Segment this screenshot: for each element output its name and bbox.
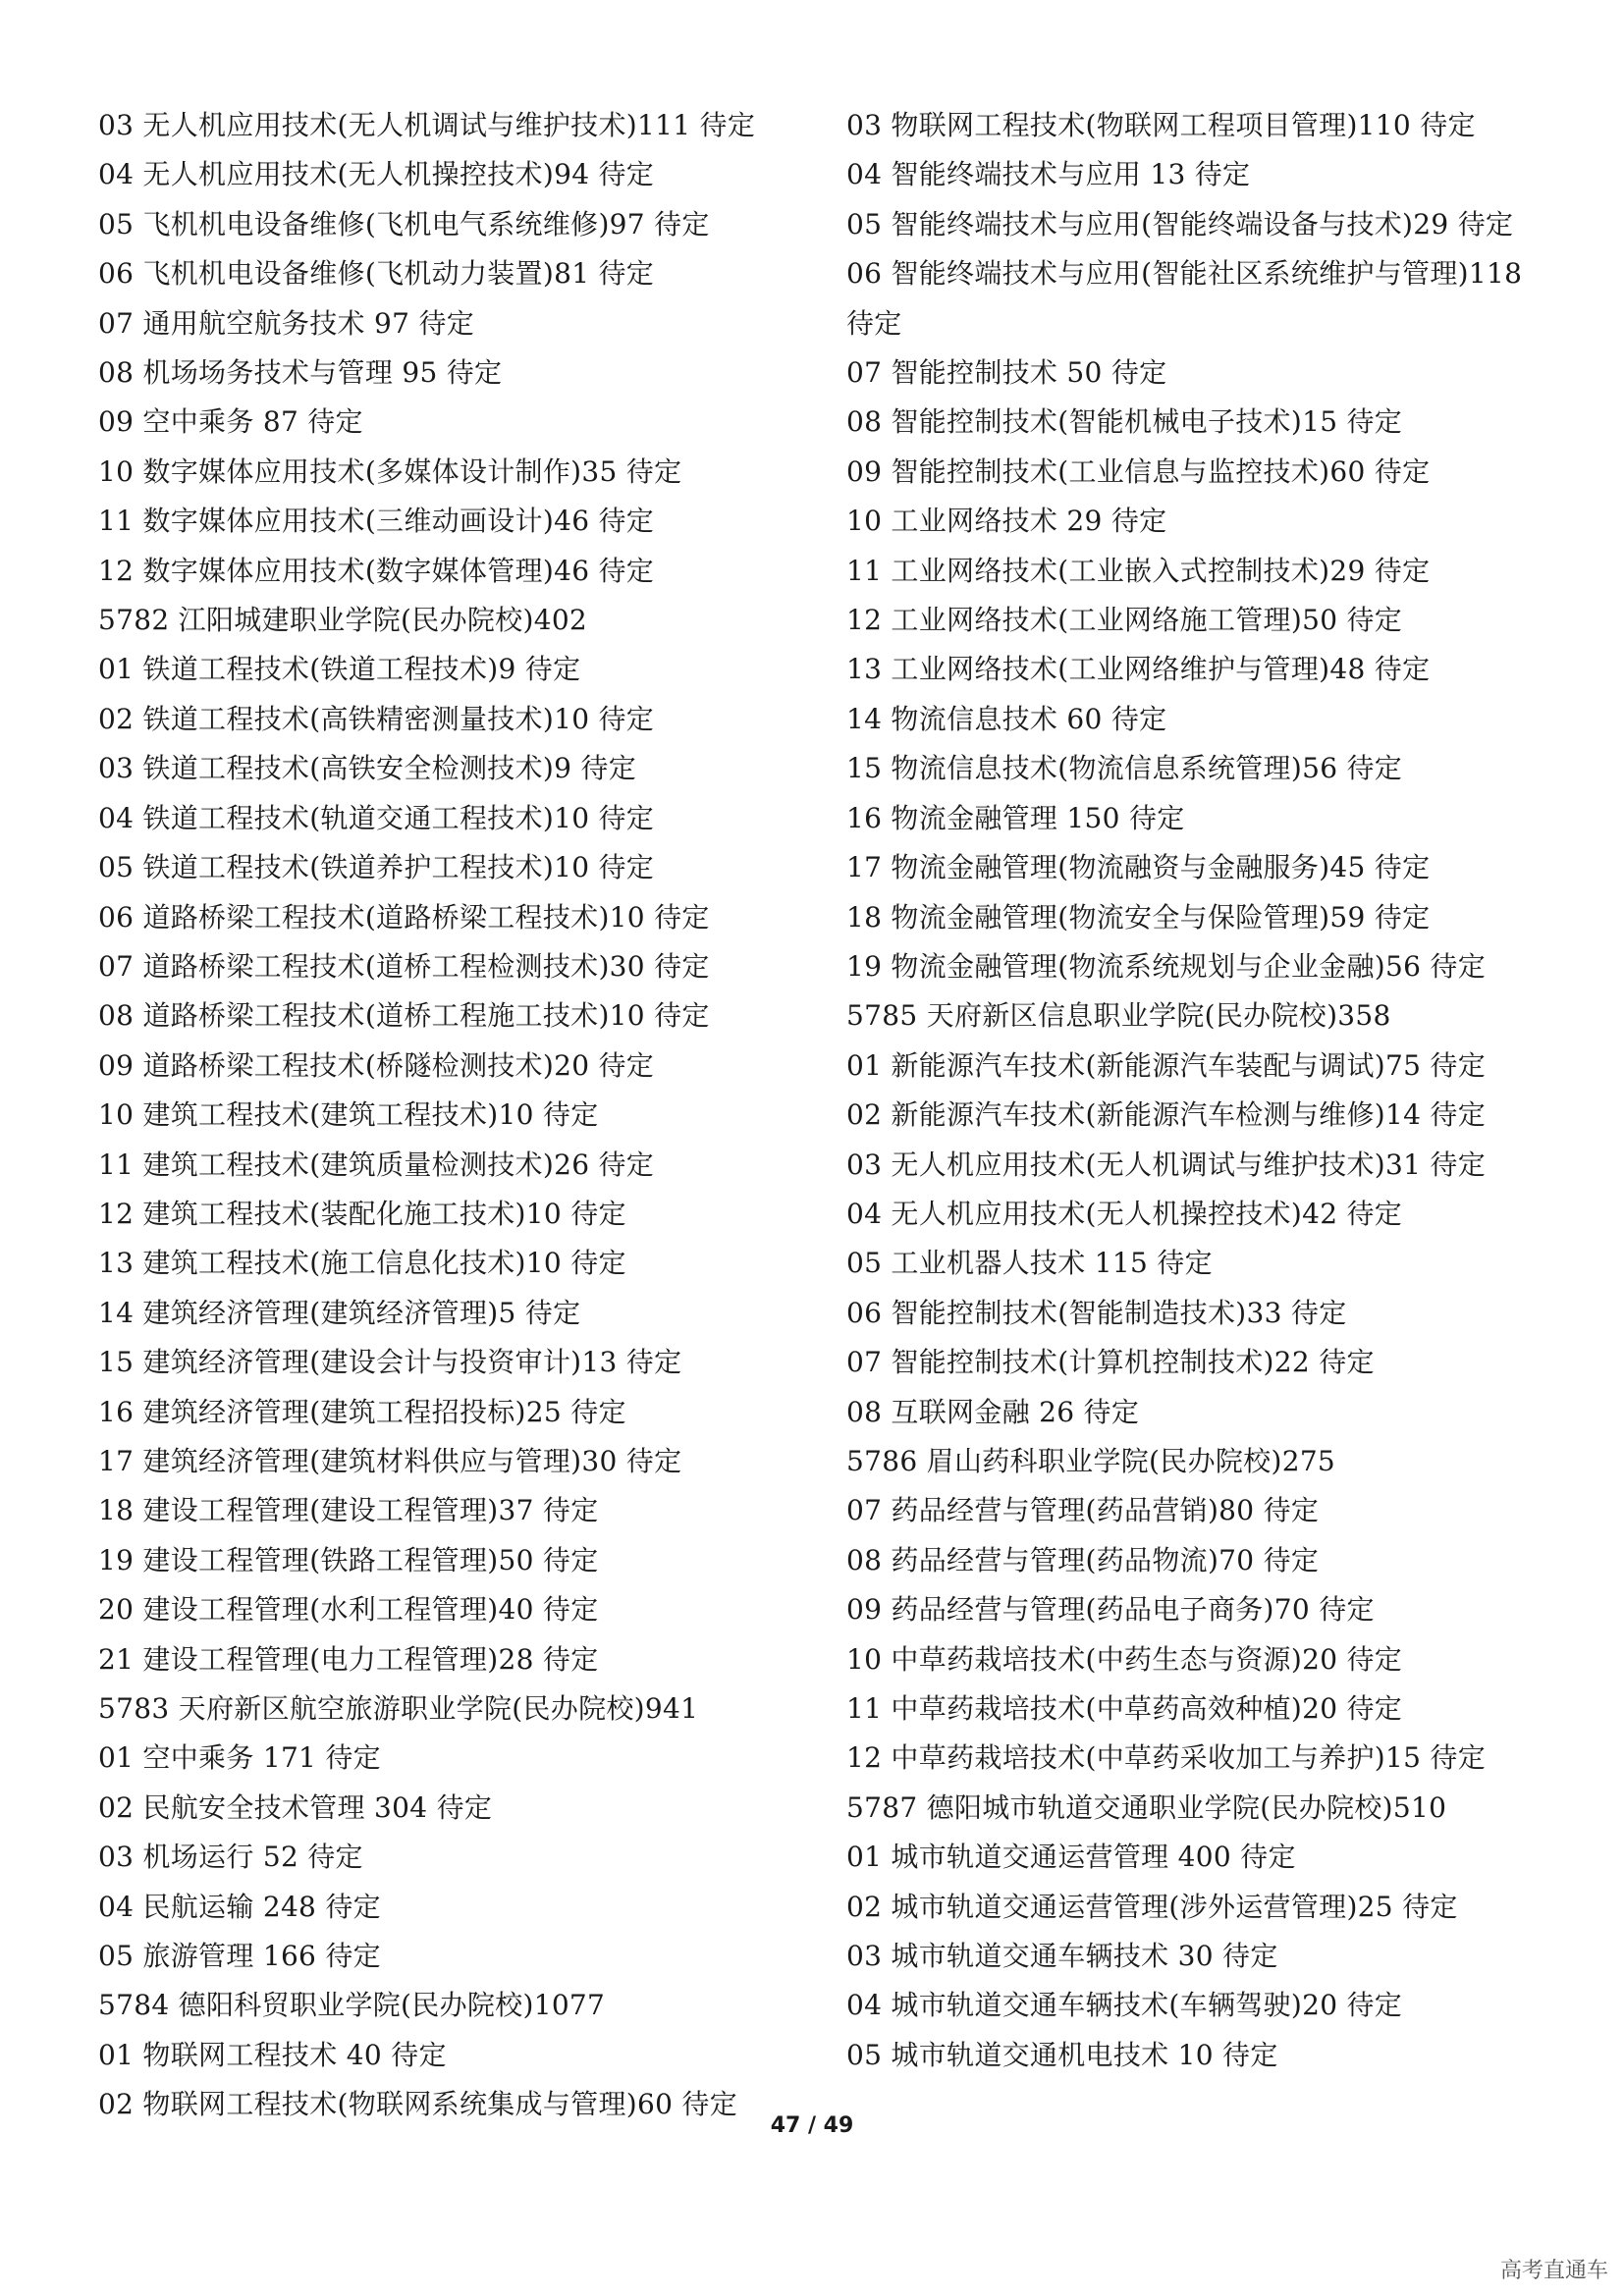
program-entry: 15 物流信息技术(物流信息系统管理)56 待定 [846,752,1403,785]
page-number: 47 / 49 [770,2113,854,2138]
program-entry: 17 物流金融管理(物流融资与金融服务)45 待定 [846,851,1431,884]
program-entry: 10 建筑工程技术(建筑工程技术)10 待定 [98,1098,599,1132]
program-entry: 15 建筑经济管理(建设会计与投资审计)13 待定 [98,1346,682,1379]
school-header: 5782 江阳城建职业学院(民办院校)402 [98,604,588,637]
program-entry: 05 飞机机电设备维修(飞机电气系统维修)97 待定 [98,207,710,240]
program-entry: 18 建设工程管理(建设工程管理)37 待定 [98,1494,599,1527]
school-header: 5783 天府新区航空旅游职业学院(民办院校)941 [98,1692,699,1725]
program-entry: 07 智能控制技术 50 待定 [846,356,1167,390]
program-entry: 11 中草药栽培技术(中草药高效种植)20 待定 [846,1692,1403,1725]
program-entry: 07 道路桥梁工程技术(道桥工程检测技术)30 待定 [98,949,710,983]
program-entry: 13 工业网络技术(工业网络维护与管理)48 待定 [846,653,1431,686]
program-entry: 08 道路桥梁工程技术(道桥工程施工技术)10 待定 [98,999,710,1033]
program-entry: 18 物流金融管理(物流安全与保险管理)59 待定 [846,900,1431,934]
program-entry: 11 建筑工程技术(建筑质量检测技术)26 待定 [98,1148,655,1181]
program-entry: 03 无人机应用技术(无人机调试与维护技术)111 待定 [98,109,756,141]
program-entry: 07 智能控制技术(计算机控制技术)22 待定 [846,1346,1375,1379]
program-entry: 08 机场场务技术与管理 95 待定 [98,356,503,390]
school-header: 5786 眉山药科职业学院(民办院校)275 [846,1444,1336,1477]
program-entry: 01 城市轨道交通运营管理 400 待定 [846,1841,1296,1874]
program-entry: 04 城市轨道交通车辆技术(车辆驾驶)20 待定 [846,1989,1403,2022]
program-entry: 02 城市轨道交通运营管理(涉外运营管理)25 待定 [846,1890,1458,1923]
watermark-text: 高考直通车 [1499,2259,1608,2283]
school-header: 5785 天府新区信息职业学院(民办院校)358 [846,999,1391,1033]
program-entry: 01 铁道工程技术(铁道工程技术)9 待定 [98,653,581,686]
program-entry: 04 民航运输 248 待定 [98,1890,381,1923]
program-entry: 03 铁道工程技术(高铁安全检测技术)9 待定 [98,752,636,785]
program-entry: 09 道路桥梁工程技术(桥隧检测技术)20 待定 [98,1048,655,1082]
program-entry: 10 中草药栽培技术(中药生态与资源)20 待定 [846,1642,1403,1676]
program-entry: 03 无人机应用技术(无人机调试与维护技术)31 待定 [846,1148,1487,1181]
program-entry: 11 工业网络技术(工业嵌入式控制技术)29 待定 [846,554,1431,587]
program-entry: 05 工业机器人技术 115 待定 [846,1247,1213,1280]
program-entry: 01 空中乘务 171 待定 [98,1741,381,1775]
program-entry: 05 智能终端技术与应用(智能终端设备与技术)29 待定 [846,207,1514,240]
program-entry: 21 建设工程管理(电力工程管理)28 待定 [98,1642,599,1676]
program-entry: 14 建筑经济管理(建筑经济管理)5 待定 [98,1296,581,1329]
program-entry: 16 建筑经济管理(建筑工程招投标)25 待定 [98,1395,626,1428]
school-header: 5787 德阳城市轨道交通职业学院(民办院校)510 [846,1790,1447,1824]
program-entry: 06 智能终端技术与应用(智能社区系统维护与管理)118 待定 [846,257,1523,340]
school-header: 5784 德阳科贸职业学院(民办院校)1077 [98,1989,606,2022]
program-entry: 04 铁道工程技术(轨道交通工程技术)10 待定 [98,801,655,834]
program-entry: 17 建筑经济管理(建筑材料供应与管理)30 待定 [98,1444,682,1477]
program-entry: 05 城市轨道交通机电技术 10 待定 [846,2038,1278,2071]
program-entry: 11 数字媒体应用技术(三维动画设计)46 待定 [98,505,655,538]
program-entry: 07 通用航空航务技术 97 待定 [98,306,475,340]
program-entry: 02 物联网工程技术(物联网系统集成与管理)60 待定 [98,2088,738,2121]
program-entry: 12 数字媒体应用技术(数字媒体管理)46 待定 [98,554,655,587]
program-entry: 02 新能源汽车技术(新能源汽车检测与维修)14 待定 [846,1098,1487,1132]
program-entry: 07 药品经营与管理(药品营销)80 待定 [846,1494,1320,1527]
program-entry: 08 药品经营与管理(药品物流)70 待定 [846,1543,1320,1576]
program-entry: 10 数字媒体应用技术(多媒体设计制作)35 待定 [98,454,682,488]
program-entry: 08 智能控制技术(智能机械电子技术)15 待定 [846,405,1403,439]
program-entry: 10 工业网络技术 29 待定 [846,505,1167,538]
program-entry: 06 道路桥梁工程技术(道路桥梁工程技术)10 待定 [98,900,710,934]
program-entry: 19 物流金融管理(物流系统规划与企业金融)56 待定 [846,949,1487,983]
program-entry: 08 互联网金融 26 待定 [846,1395,1140,1428]
program-entry: 04 无人机应用技术(无人机操控技术)94 待定 [98,158,655,191]
program-entry: 14 物流信息技术 60 待定 [846,702,1167,735]
program-entry: 03 物联网工程技术(物联网工程项目管理)110 待定 [846,109,1476,141]
program-entry: 09 空中乘务 87 待定 [98,405,363,439]
program-entry: 02 民航安全技术管理 304 待定 [98,1790,493,1824]
program-entry: 02 铁道工程技术(高铁精密测量技术)10 待定 [98,702,655,735]
program-entry: 13 建筑工程技术(施工信息化技术)10 待定 [98,1247,626,1280]
left-column [98,101,805,2130]
program-entry: 12 建筑工程技术(装配化施工技术)10 待定 [98,1197,626,1230]
right-column [846,101,1545,2080]
program-entry: 12 中草药栽培技术(中草药采收加工与养护)15 待定 [846,1741,1487,1775]
program-entry: 20 建设工程管理(水利工程管理)40 待定 [98,1593,599,1627]
program-entry: 05 旅游管理 166 待定 [98,1940,381,1973]
program-entry: 03 机场运行 52 待定 [98,1841,363,1874]
program-entry: 01 物联网工程技术 40 待定 [98,2038,447,2071]
program-entry: 16 物流金融管理 150 待定 [846,801,1185,834]
program-entry: 09 药品经营与管理(药品电子商务)70 待定 [846,1593,1375,1627]
program-entry: 06 智能控制技术(智能制造技术)33 待定 [846,1296,1347,1329]
program-entry: 06 飞机机电设备维修(飞机动力装置)81 待定 [98,257,655,291]
program-entry: 01 新能源汽车技术(新能源汽车装配与调试)75 待定 [846,1048,1487,1082]
program-entry: 12 工业网络技术(工业网络施工管理)50 待定 [846,604,1403,637]
program-entry: 04 智能终端技术与应用 13 待定 [846,158,1251,191]
program-entry: 04 无人机应用技术(无人机操控技术)42 待定 [846,1197,1403,1230]
program-entry: 03 城市轨道交通车辆技术 30 待定 [846,1940,1278,1973]
program-entry: 09 智能控制技术(工业信息与监控技术)60 待定 [846,454,1431,488]
program-entry: 05 铁道工程技术(铁道养护工程技术)10 待定 [98,851,655,884]
program-entry: 19 建设工程管理(铁路工程管理)50 待定 [98,1543,599,1576]
